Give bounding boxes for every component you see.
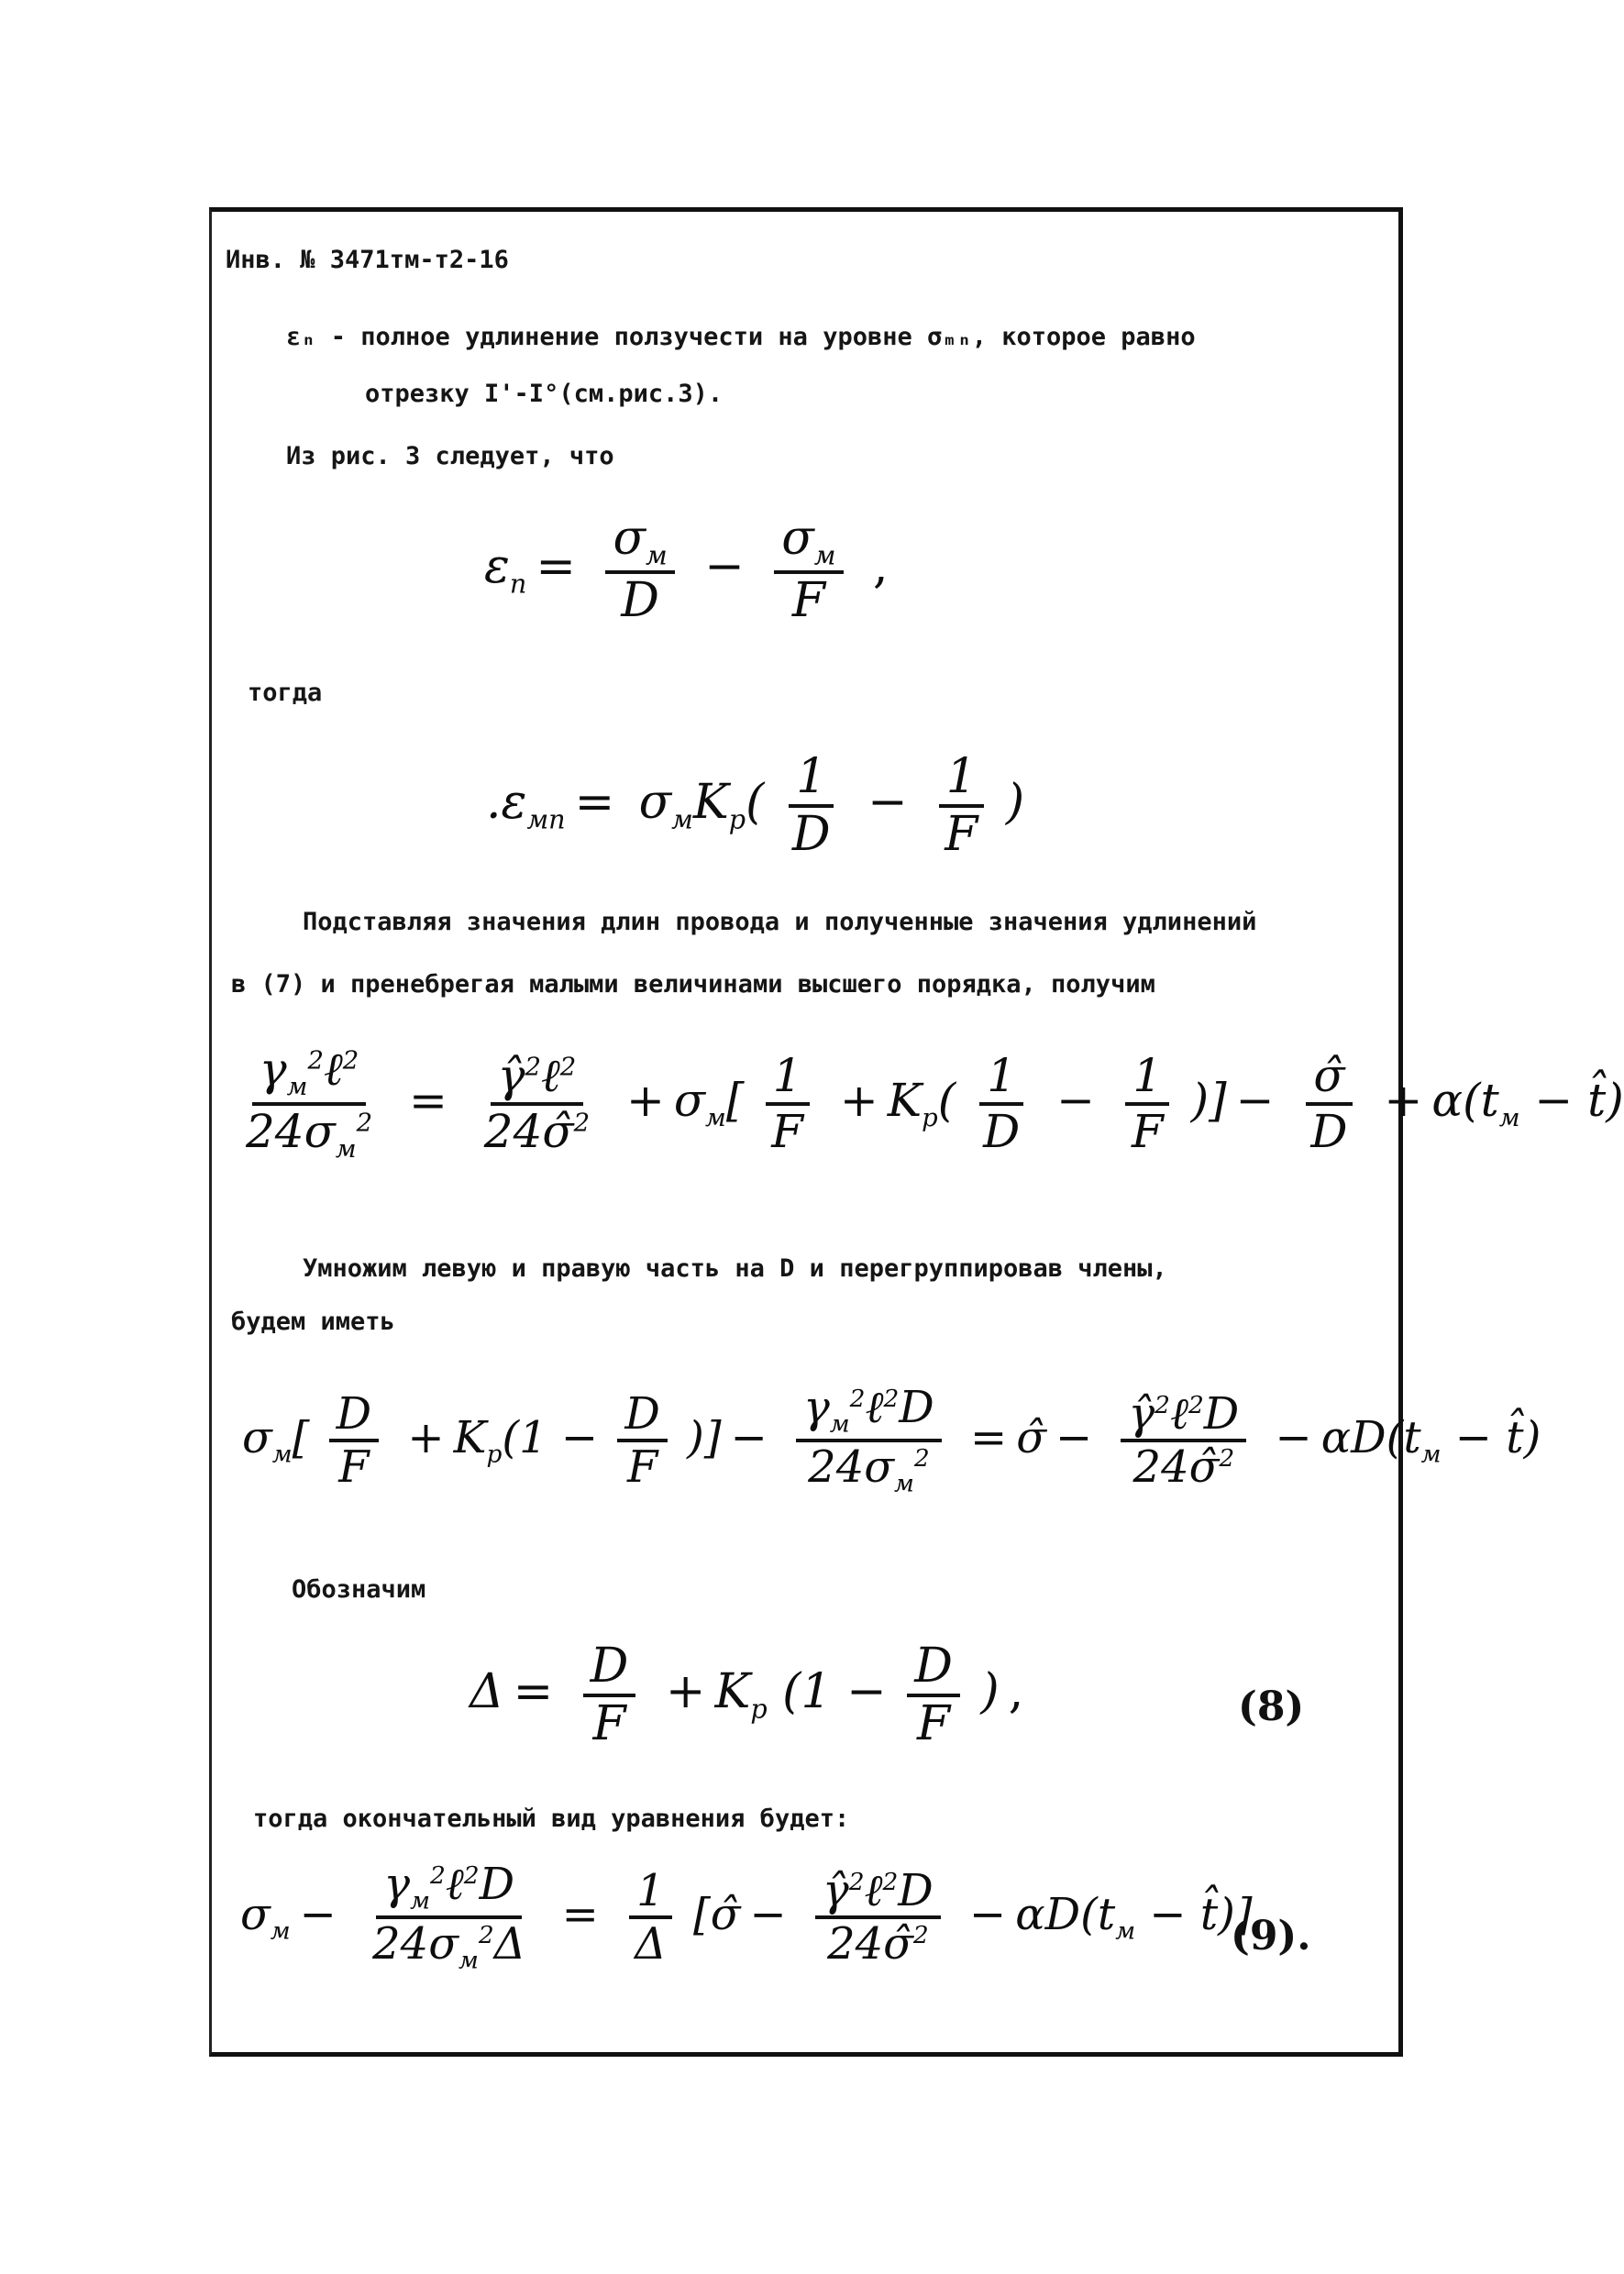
paragraph-from-figure: Из рис. 3 следует, что <box>286 442 614 470</box>
equation-number-8: (8) <box>1238 1683 1305 1730</box>
formula-creep-elongation: $\varepsilon_п$ = $\frac{\sigma_м}{D}$ − $\frac{\sigma_м}{F}$ , <box>484 511 889 629</box>
document-reference: Инв. № 3471тм-т2-16 <box>226 246 509 274</box>
paragraph-substitution-line1: Подставляя значения длин провода и полученные значения удлинений <box>303 908 1257 936</box>
formula-final-equation: $\sigma_м$ − $\frac{\gamma_м^2\ell^2D}{24\sigma_м^2\Delta}$ = $\frac{1}{\Delta}$ [σ̂ − $\frac{\gammâ^2\ell^2D}{24\sigmâ^2}$ − $\alpha D(t_м$ − t̂)] <box>240 1859 1253 1975</box>
formula-state-equation: $\frac{\gamma_м^2\ell^2}{24\sigma_м^2}$ = $\frac{\gammâ^2\ell^2}{24\sigmâ^2}$ + $\sigma_м$[ $\frac{1}{F}$ + $K_р$( $\frac{1}{D}$ − $\frac{1}{F}$ )] − $\frac{\sigmâ}{D}$ + $\alpha(t_м$ − t̂) <box>246 1043 1624 1164</box>
paragraph-creep-elongation-line2: отрезку I'-I°(см.рис.3). <box>365 380 724 408</box>
paragraph-final-form: тогда окончательный вид уравнения будет: <box>253 1805 850 1833</box>
paragraph-then: тогда <box>248 679 323 707</box>
equation-number-9: (9). <box>1231 1913 1311 1959</box>
paragraph-multiply-line2: будем иметь <box>231 1308 395 1336</box>
formula-stress-relation: $.\varepsilon_{мп} = \sigma_мK_р$( $\frac{1}{D}$ − $\frac{1}{F}$ ) <box>486 749 1025 862</box>
formula-regrouped: $\sigma_м$[ $\frac{D}{F}$ + $K_р(1$ − $\frac{D}{F}$ )] − $\frac{\gamma_м^2\ell^2D}{24\sigma_м^2}$ = σ̂ − $\frac{\gammâ^2\ell^2D}{24\sigmâ^2}$ − $\alpha D(t_м$ − t̂) <box>242 1382 1541 1498</box>
paragraph-multiply-line1: Умножим левую и правую часть на D и перегруппировав члены, <box>303 1254 1167 1283</box>
formula-delta-definition: Δ = $\frac{D}{F}$ + $K_р$ (1 − $\frac{D}{F}$ ) , <box>470 1639 1024 1751</box>
paragraph-creep-elongation-line1: εₙ - полное удлинение ползучести на уровне σₘₙ, которое равно <box>286 323 1196 351</box>
paragraph-substitution-line2: в (7) и пренебрегая малыми величинами высшего порядка, получим <box>231 970 1155 999</box>
paragraph-denote: Обозначим <box>292 1575 426 1604</box>
